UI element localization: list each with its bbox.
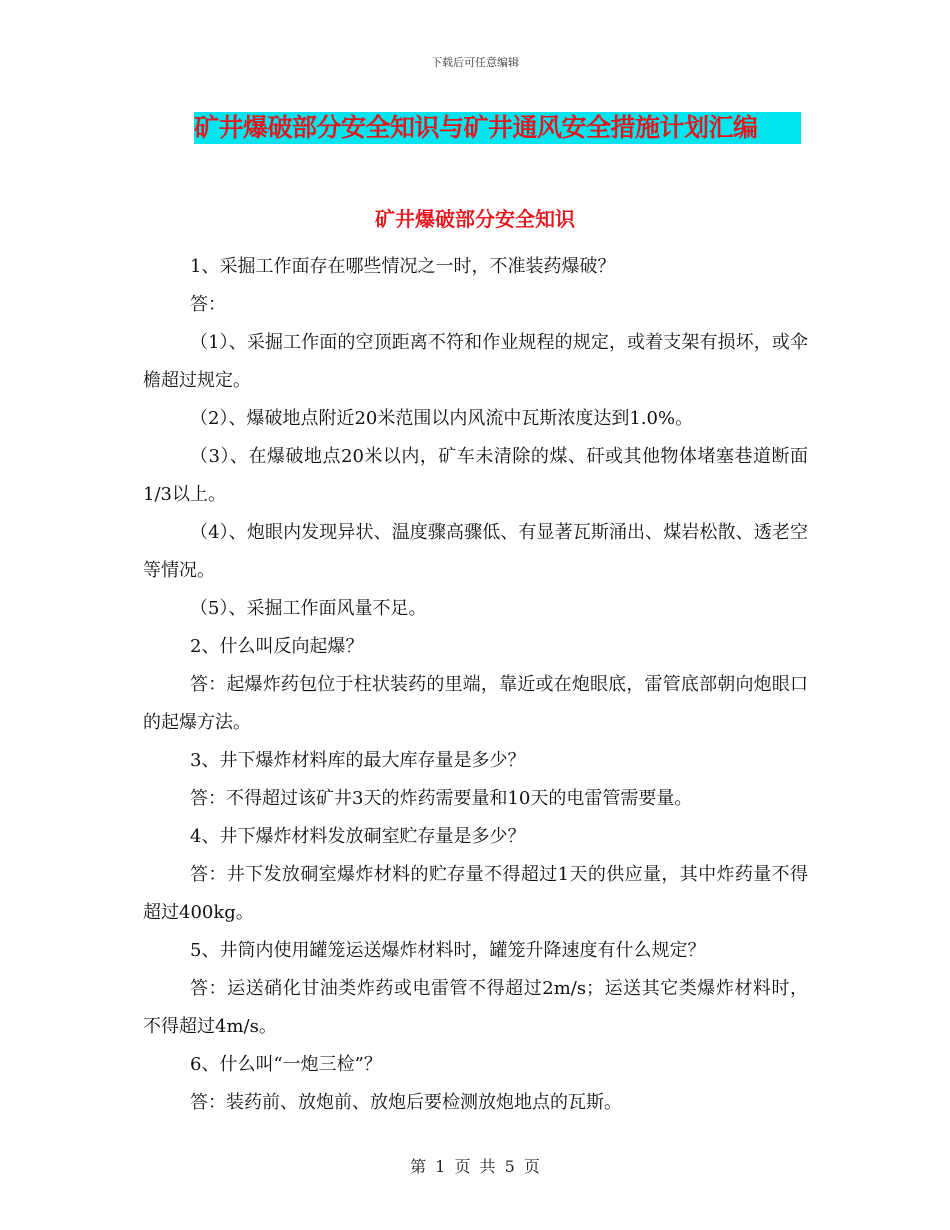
- paragraph: 1、采掘工作面存在哪些情况之一时，不准装药爆破？: [190, 256, 616, 277]
- paragraph: 4、井下爆炸材料发放硐室贮存量是多少？: [190, 826, 526, 847]
- paragraph: （3）、在爆破地点20米以内，矿车未清除的煤、矸或其他物体堵塞巷道断面1/3以上。: [143, 446, 808, 505]
- paragraph: 答：起爆炸药包位于柱状装药的里端，靠近或在炮眼底，雷管底部朝向炮眼口的起爆方法。: [143, 674, 808, 733]
- document-body: [143, 248, 808, 1122]
- paragraph: 答：不得超过该矿井3天的炸药需要量和10天的电雷管需要量。: [190, 788, 693, 809]
- paragraph: 2、什么叫反向起爆？: [190, 636, 364, 657]
- paragraph: 6、什么叫“一炮三检”？: [190, 1054, 382, 1075]
- paragraph: 答：: [190, 294, 226, 315]
- paragraph: 3、井下爆炸材料库的最大库存量是多少？: [190, 750, 526, 771]
- paragraph: （4）、炮眼内发现异状、温度骤高骤低、有显著瓦斯涌出、煤岩松散、透老空等情况。: [143, 522, 808, 581]
- paragraph: （2）、爆破地点附近20米范围以内风流中瓦斯浓度达到1.0%。: [190, 408, 694, 429]
- paragraph: 答：运送硝化甘油类炸药或电雷管不得超过2m/s；运送其它类爆炸材料时，不得超过4m/s。: [143, 978, 808, 1037]
- page-header: 下载后可任意编辑: [431, 56, 519, 69]
- paragraph: 答：井下发放硐室爆炸材料的贮存量不得超过1天的供应量，其中炸药量不得超过400kg。: [143, 864, 808, 923]
- paragraph: 答：装药前、放炮前、放炮后要检测放炮地点的瓦斯。: [190, 1092, 622, 1113]
- paragraph: （1）、采掘工作面的空顶距离不符和作业规程的规定，或着支架有损坏，或伞檐超过规定。: [143, 332, 808, 391]
- document-title: 矿井爆破部分安全知识与矿井通风安全措施计划汇编: [194, 112, 801, 144]
- page-footer: 第 1 页 共 5 页: [410, 1157, 540, 1176]
- paragraph: （5）、采掘工作面风量不足。: [190, 598, 427, 619]
- paragraph: 5、井筒内使用罐笼运送爆炸材料时，罐笼升降速度有什么规定？: [190, 940, 706, 961]
- section-title: 矿井爆破部分安全知识: [375, 207, 575, 231]
